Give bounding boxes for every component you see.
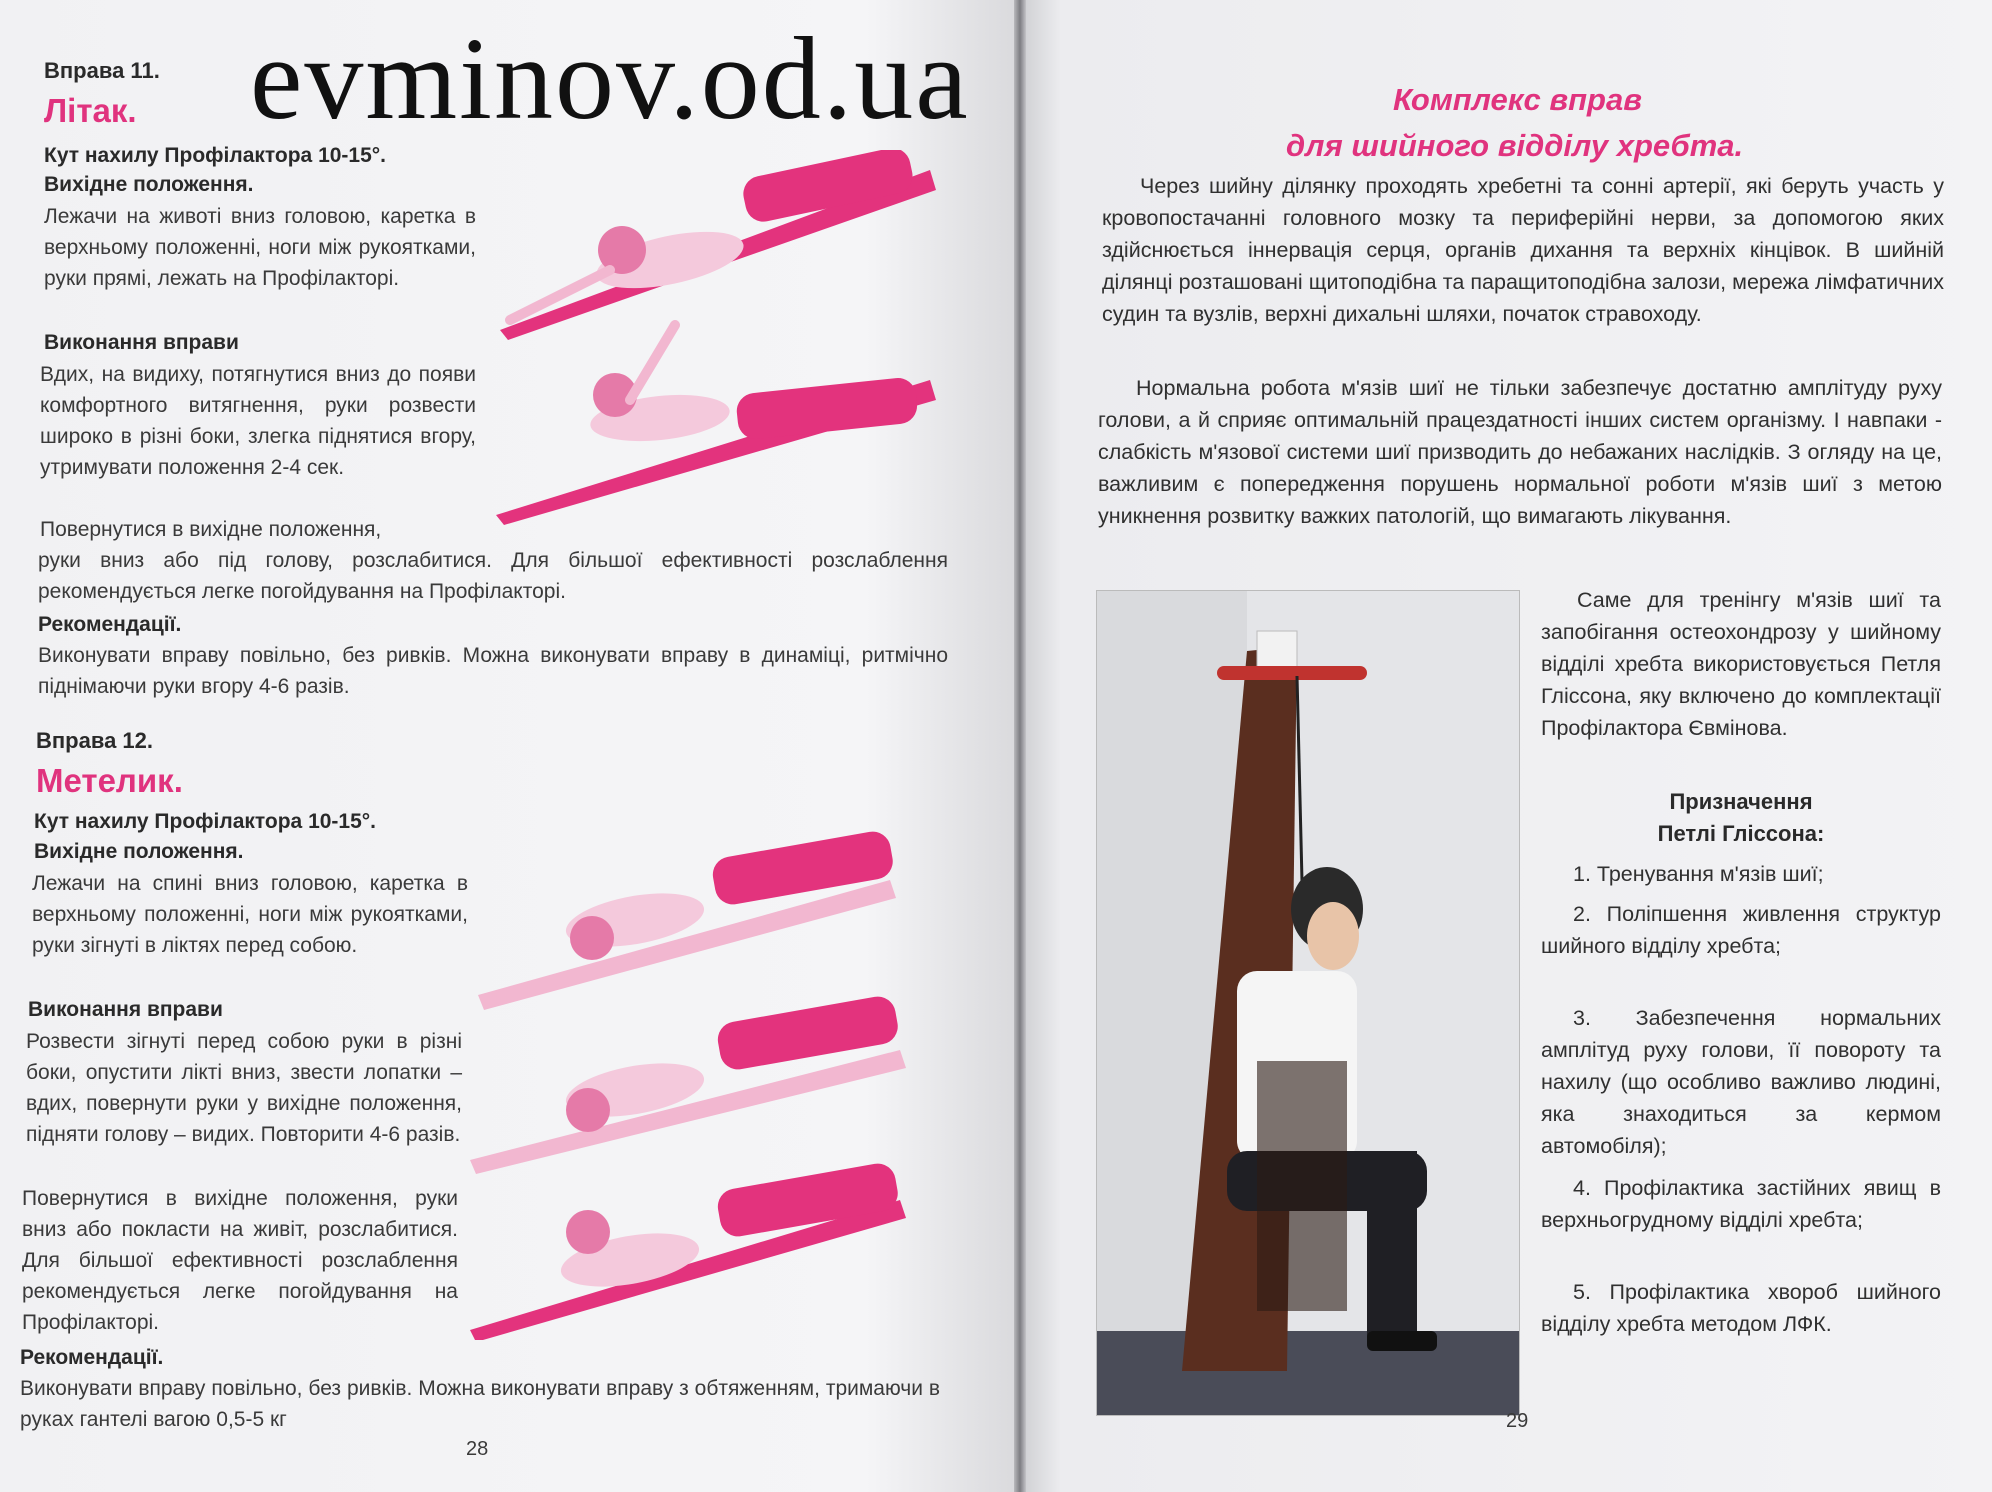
exercise-12-rec-text: Виконувати вправу повільно, без ривків. Можна виконувати вправу з обтяженням, тримаючи в руках гантелі вагою 0,5-5 кг: [20, 1377, 940, 1431]
exercise-12-rec-heading: Рекомендації.: [20, 1346, 164, 1369]
exercise-11-start-heading: Вихідне положення.: [44, 173, 254, 196]
exercise-12-exec-text: Розвести зігнуті перед собою руки в різні боки, опустити лікті вниз, звести лопатки – вдих, повернути руки у вихідне положення, підняти голову – видих. Повторити 4-6 разів.: [26, 1030, 462, 1146]
page-number-left: 28: [466, 1438, 489, 1460]
purpose-heading-line1: Призначення: [1669, 789, 1813, 814]
watermark-text: evminov.od.ua: [250, 13, 970, 144]
exercise-11-number: Вправа 11.: [44, 58, 160, 83]
exercise-11-illustration: [490, 150, 950, 530]
exercise-12-start-heading: Вихідне положення.: [34, 840, 244, 863]
section-title-line2: для шийного відділу хребта.: [1286, 128, 1744, 163]
exercise-11-exec-text: Вдих, на видиху, потягнутися вниз до появи комфортного витягнення, руки розвести широко в різні боки, злегка піднятися вгору, утримувати положення 2-4 сек.: [40, 363, 476, 479]
purpose-item-2: 2. Поліпшення живлення структур шийного відділу хребта;: [1541, 902, 1941, 958]
purpose-item-1: 1. Тренування м'язів шиї;: [1573, 862, 1824, 886]
exercise-11-start-text: Лежачи на животі вниз головою, каретка в верхньому положенні, ноги між рукоятками, руки прямі, лежать на Профілакторі.: [44, 205, 476, 290]
exercise-11-title: Літак.: [44, 92, 137, 129]
intro-paragraph-2: Нормальна робота м'язів шиї не тільки забезпечує достатню амплітуду руху голови, а й сприяє оптимальній працездатності інших систем організму. І навпаки - слабкість м'язової системи шиї призводить до небажаних наслідків. З огляду на це, важливим є попередження порушень нормальної роботи м'язів шиї з метою уникнення розвитку важких патологій, що вимагають лікування.: [1098, 376, 1942, 528]
exercise-11-return-text-b: руки вниз або під голову, розслабитися. Для більшої ефективності розслаблення рекомендується легке погойдування на Профілакторі.: [38, 549, 948, 603]
purpose-heading-line2: Петлі Глісcона:: [1657, 821, 1825, 846]
purpose-item-3: 3. Забезпечення нормальних амплітуд руху голови, її повороту та нахилу (що особливо важливо людині, яка знаходиться за кермом автомобіля);: [1541, 1006, 1941, 1158]
section-title-line1: Комплекс вправ: [1393, 82, 1642, 117]
exercise-11-exec-heading: Виконання вправи: [44, 331, 239, 354]
purpose-item-5: 5. Профілактика хвороб шийного відділу хребта методом ЛФК.: [1541, 1280, 1941, 1336]
exercise-12-number: Вправа 12.: [36, 728, 154, 753]
exercise-11-rec-text: Виконувати вправу повільно, без ривків. Можна виконувати вправу в динаміці, ритмічно піднімаючи руки вгору 4-6 разів.: [38, 644, 948, 698]
exercise-11-angle: Кут нахилу Профілактора 10-15°.: [44, 144, 387, 167]
exercise-12-exec-heading: Виконання вправи: [28, 998, 223, 1021]
exercise-12-title: Метелик.: [36, 762, 183, 799]
exercise-12-return-text: Повернутися в вихідне положення, руки вниз або покласти на живіт, розслабитися. Для більшої ефективності розслаблення рекомендується легке погойдування на Профілакторі.: [22, 1187, 458, 1334]
exercise-11-return-text-a: Повернутися в вихідне положення,: [40, 518, 382, 541]
purpose-item-4: 4. Профілактика застійних явищ в верхньогрудному відділі хребта;: [1541, 1176, 1941, 1232]
book-gutter: [1014, 0, 1026, 1492]
exercise-11-rec-heading: Рекомендації.: [38, 613, 182, 636]
glisson-loop-photo: [1096, 590, 1520, 1416]
page-number-right: 29: [1506, 1410, 1529, 1432]
exercise-12-start-text: Лежачи на спині вниз головою, каретка в верхньому положенні, ноги між рукоятками, руки зігнуті в ліктях перед собою.: [32, 872, 468, 957]
glisson-description: Саме для тренінгу м'язів шиї та запобігання остеохондрозу у шийному відділі хребта використовується Петля Глісcона, яку включено до комплектації Профілактора Євмінова.: [1541, 588, 1941, 740]
intro-paragraph-1: Через шийну ділянку проходять хребетні та сонні артерії, які беруть участь у кровопостачанні головного мозку та периферійні нерви, за допомогою яких здійснюється іннервація серця, органів дихання та верхніх кінцівок. В шийній ділянці розташовані щитоподібна та паращитоподібна залози, мережа лімфатичних судин та вузлів, верхні дихальні шляхи, початок стравоходу.: [1102, 174, 1944, 326]
exercise-12-angle: Кут нахилу Профілактора 10-15°.: [34, 810, 377, 833]
exercise-12-illustration: [470, 820, 930, 1340]
